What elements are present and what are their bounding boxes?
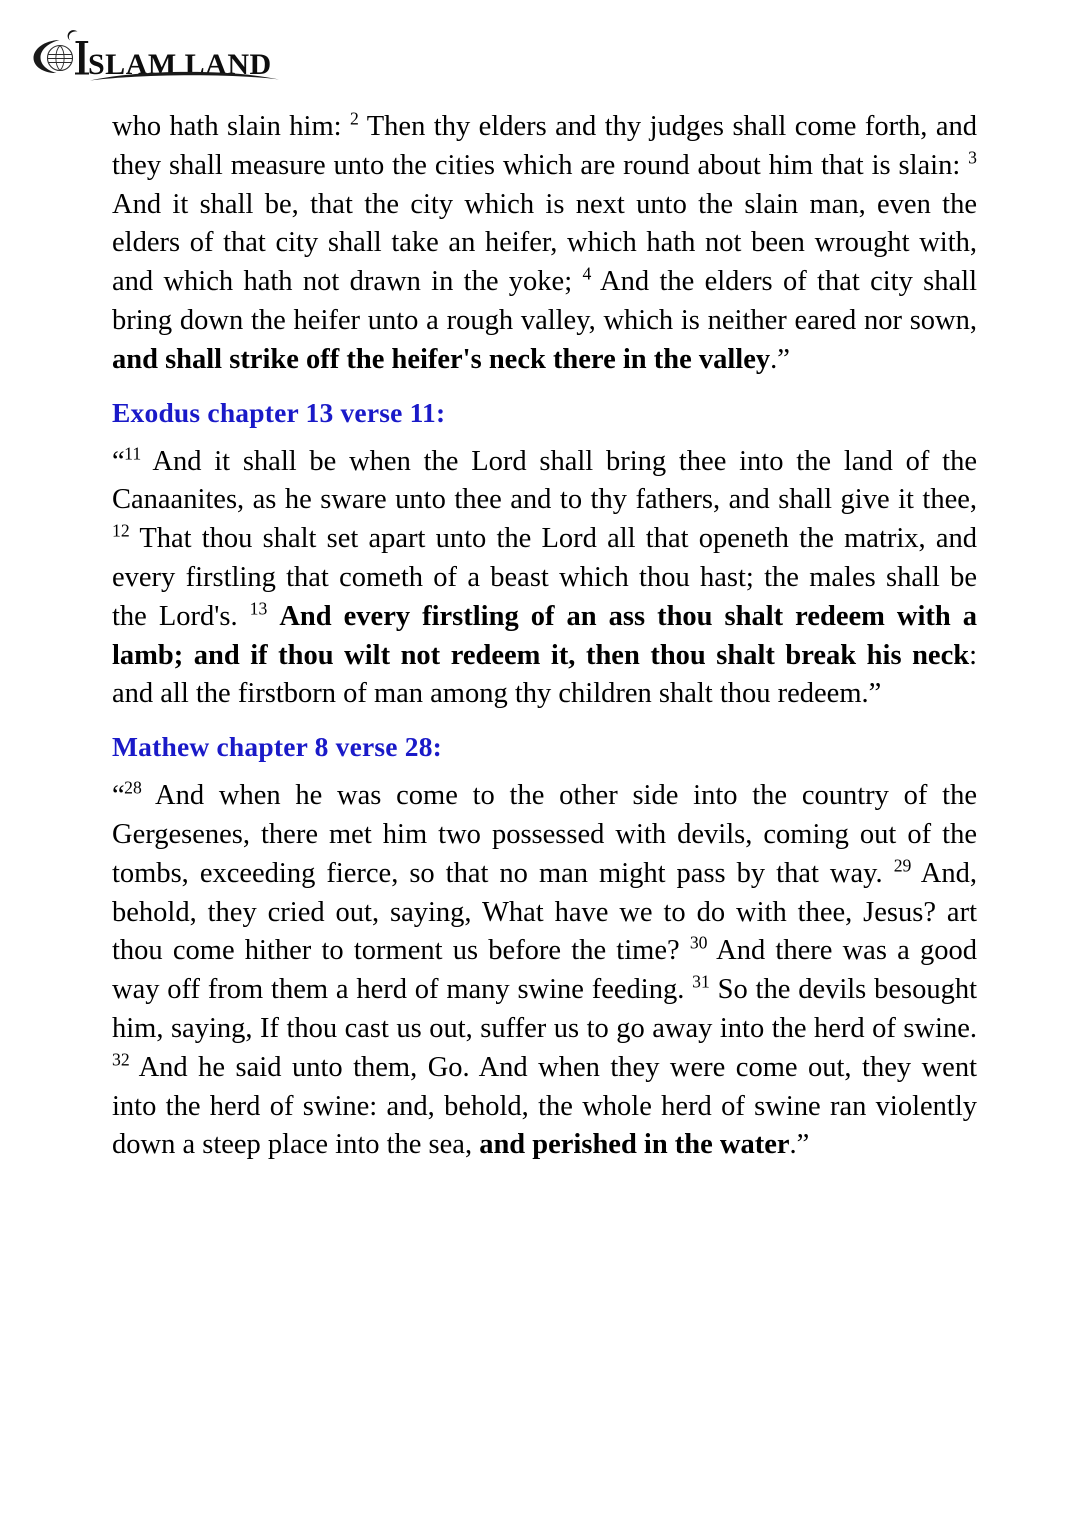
document-body	[112, 108, 977, 1165]
logo-wordmark: SLAM LAND	[88, 48, 272, 81]
islam-land-logo	[30, 22, 290, 84]
exodus-13-paragraph: “$^{11}$ And it shall be when the Lord shall bring thee into the land of the Canaanites, as he sware unto thee and to thy fathers, and shall give it thee, $^{12}$ That thou shalt set apart unto the Lord all that openeth the matrix, and every firstling that cometh of a beast which thou hast; the males shall be the Lord's. $^{13}$ And every firstling of an ass thou shalt redeem with a lamb; and if thou wilt not redeem it, then thou shalt break his neck: and all the firstborn of man among thy children shalt thou redeem.”	[112, 443, 978, 710]
heading-exodus-13-11: Exodus chapter 13 verse 11:	[112, 396, 446, 428]
heading-mathew-8-28: Mathew chapter 8 verse 28:	[112, 731, 443, 763]
crescent-moon-globe-icon	[30, 22, 290, 84]
deuteronomy-continuation-paragraph: who hath slain him: $^2$ Then thy elders and thy judges shall come forth, and they shall measure unto the cities which are round about him that is slain: $^3$ And it shall be, that the city which is next unto the slain man, even the elders of that city shall take an heifer, which hath not been wrought with, and which hath not drawn in the yoke; $^4$ And the elders of that city shall bring down the heifer unto a rough valley, which is neither eared nor sown, and shall strike off the heifer's neck there in the valley.”	[112, 108, 978, 375]
mathew-8-paragraph: “$^{28}$ And when he was come to the other side into the country of the Gergesenes, there met him two possessed with devils, coming out of the tombs, exceeding fierce, so that no man might pass by that way. $^{29}$ And, behold, they cried out, saying, What have we to do with thee, Jesus? art thou come hither to torment us before the time? $^{30}$ And there was a good way off from them a herd of many swine feeding. $^{31}$ So the devils besought him, saying, If thou cast us out, suffer us to go away into the herd of swine. $^{32}$ And he said unto them, Go. And when they were come out, they went into the herd of swine: and, behold, the whole herd of swine ran violently down a steep place into the sea, and perished in the water.”	[112, 777, 977, 1161]
